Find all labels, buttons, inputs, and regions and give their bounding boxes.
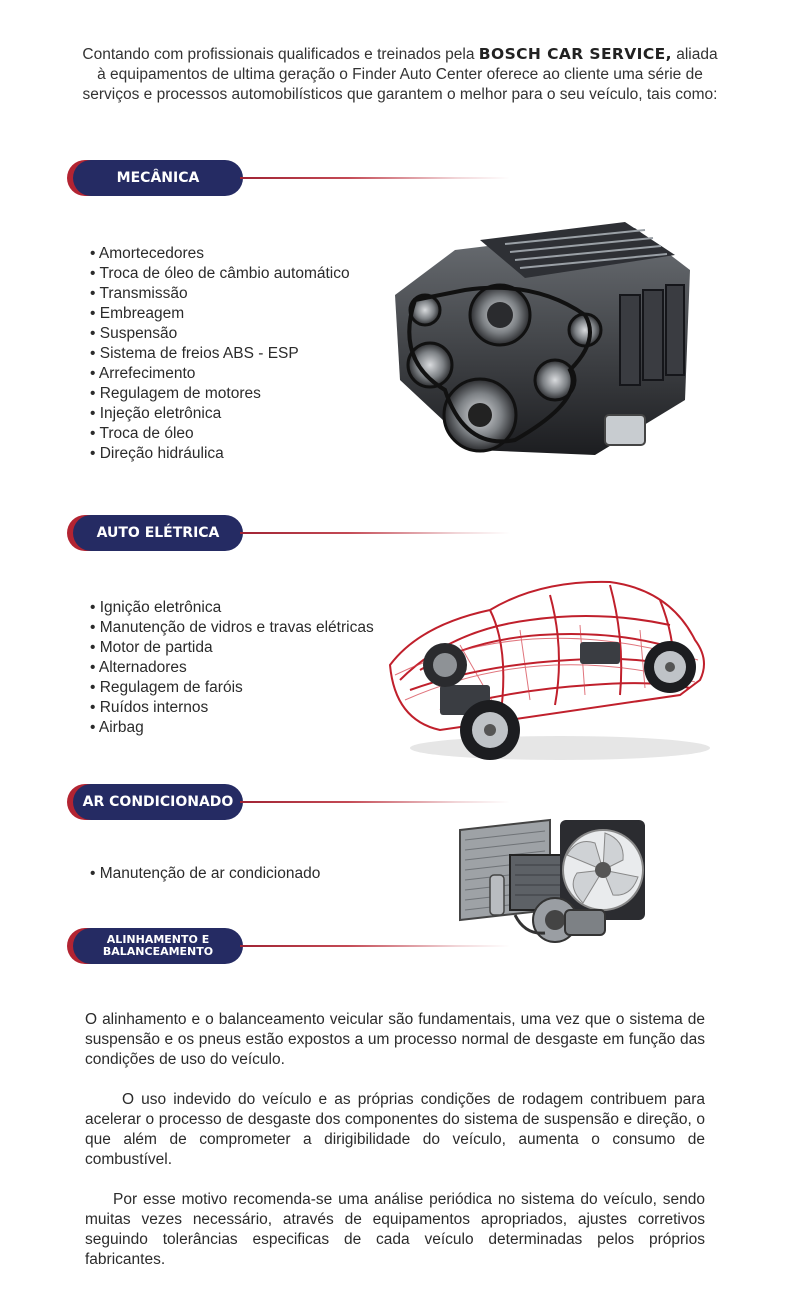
- list-item: • Amortecedores: [90, 244, 350, 264]
- list-item: • Injeção eletrônica: [90, 404, 350, 424]
- list-item: • Manutenção de ar condicionado: [90, 864, 320, 884]
- section-divider: [240, 801, 510, 803]
- paragraph: Por esse motivo recomenda-se uma análise periódica no sistema do veículo, sendo muitas vezes necessário, através de equipamentos apropriados, ajustes corretivos seguindo tolerâncias especificas de cada veículo determinadas pelos próprios fabricantes.: [85, 1191, 705, 1268]
- list-item: • Manutenção de vidros e travas elétricas: [90, 618, 374, 638]
- list-item: • Motor de partida: [90, 638, 374, 658]
- list-item: • Alternadores: [90, 658, 374, 678]
- section-badge-auto-eletrica: [67, 515, 243, 551]
- paragraph: O alinhamento e o balanceamento veicular são fundamentais, uma vez que o sistema de suspensão e os pneus estão expostos a um processo normal de desgaste em função das condições de uso do veículo.: [85, 1011, 705, 1068]
- section-badge-ar-condicionado: [67, 784, 243, 820]
- list-item: • Embreagem: [90, 304, 350, 324]
- engine-illustration-icon: [385, 200, 705, 480]
- section-title-line: ALINHAMENTO E: [106, 933, 210, 946]
- paragraph: O uso indevido do veículo e as próprias condições de rodagem contribuem para acelerar o processo de desgaste dos componentes do sistema de suspensão e direção, o que além de comprometer a dirigibilidade do veículo, aumenta o consumo de combustível.: [85, 1091, 705, 1168]
- list-item: • Sistema de freios ABS - ESP: [90, 344, 350, 364]
- car-wiring-illustration-icon: [380, 570, 715, 765]
- section-title: AR CONDICIONADO: [73, 784, 243, 820]
- section-divider: [240, 945, 510, 947]
- section-title-line: BALANCEAMENTO: [102, 945, 214, 958]
- list-item: • Regulagem de faróis: [90, 678, 374, 698]
- ac-parts-illustration-icon: [455, 815, 650, 950]
- list-item: • Regulagem de motores: [90, 384, 350, 404]
- list-mecanica: [90, 244, 350, 464]
- intro-text-start: Contando com profissionais qualificados e treinados pela: [82, 46, 479, 63]
- section-badge-mecanica: [67, 160, 243, 196]
- list-item: • Troca de óleo: [90, 424, 350, 444]
- section-title: AUTO ELÉTRICA: [73, 515, 243, 551]
- intro-brand: BOSCH CAR SERVICE,: [478, 45, 672, 63]
- section-divider: [240, 532, 510, 534]
- list-item: • Troca de óleo de câmbio automático: [90, 264, 350, 284]
- list-item: • Direção hidráulica: [90, 444, 350, 464]
- intro-paragraph: [80, 44, 720, 105]
- list-item: • Ignição eletrônica: [90, 598, 374, 618]
- alignment-text: [85, 1010, 705, 1290]
- list-item: • Ruídos internos: [90, 698, 374, 718]
- list-item: • Arrefecimento: [90, 364, 350, 384]
- list-item: • Transmissão: [90, 284, 350, 304]
- intro-text-end: aliada à equipamentos de ultima geração o Finder Auto Center oferece ao cliente uma série de serviços e processos automobilísticos que garantem o melhor para o seu veículo, tais como:: [82, 46, 718, 103]
- list-auto-eletrica: [90, 598, 374, 738]
- section-title: [73, 928, 243, 964]
- section-title: MECÂNICA: [73, 160, 243, 196]
- list-item: • Airbag: [90, 718, 374, 738]
- section-badge-alinhamento: [67, 928, 243, 964]
- list-ar-condicionado: [90, 864, 320, 884]
- section-divider: [240, 177, 510, 179]
- list-item: • Suspensão: [90, 324, 350, 344]
